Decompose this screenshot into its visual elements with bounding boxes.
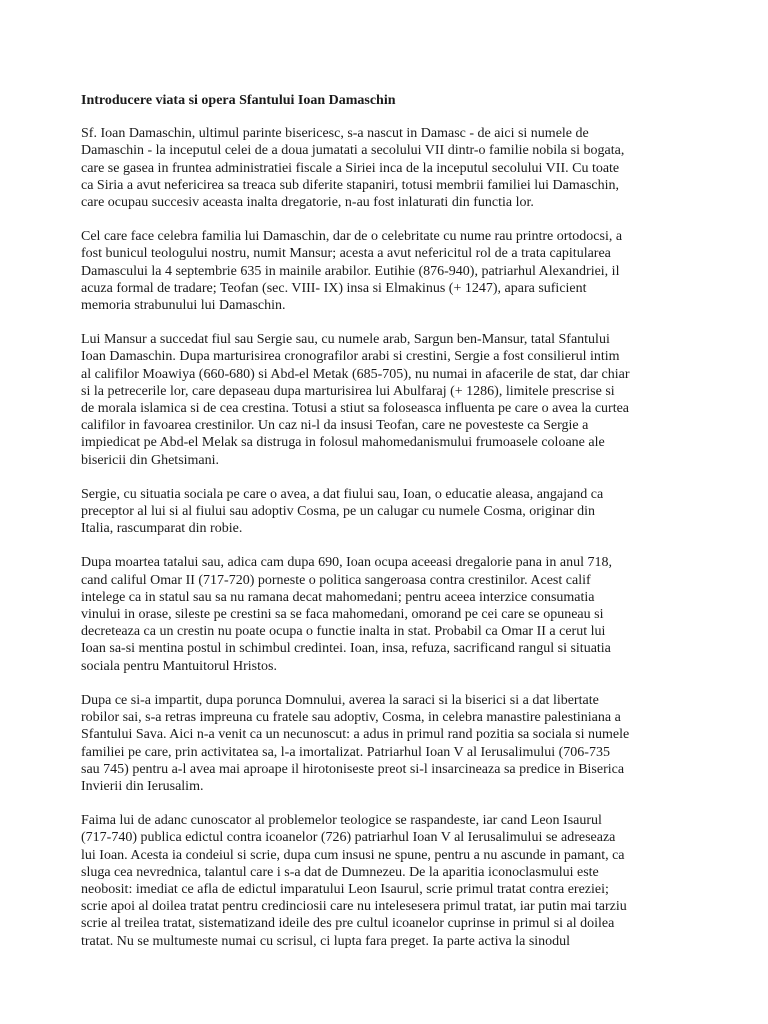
text-line: memoria strabunului lui Damaschin. [81, 298, 286, 314]
paragraph [81, 125, 701, 211]
text-line: Cel care face celebra familia lui Damaschin, dar de o celebritate cu nume rau printre ortodocsi, a [81, 229, 623, 245]
document-page [81, 92, 701, 967]
text-line: sluga cea nevrednica, talantul care i s-a dat de Dumnezeu. De la aparitia iconoclasmului este [81, 864, 599, 880]
text-line: Dupa ce si-a impartit, dupa porunca Domnului, averea la saraci si la biserici si a dat libertate [81, 692, 599, 708]
text-line: Invierii din Ierusalim. [81, 778, 204, 794]
paragraph [81, 812, 701, 950]
text-line: al califilor Moawiya (660-680) si Abd-el Metak (685-705), nu numai in afacerile de stat, dar chiar [81, 366, 630, 382]
paragraph [81, 228, 701, 314]
text-line: ca Siria a avut nefericirea sa treaca sub diferite stapaniri, totusi membrii familiei lui Damaschin, [81, 177, 620, 193]
text-line: bisericii din Ghetsimani. [81, 452, 220, 468]
text-line: tratat. Nu se multumeste numai cu scrisul, ci lupta fara preget. Ia parte activa la sinodul [81, 933, 571, 949]
text-line: lui Ioan. Acesta ia condeiul si scrie, dupa cum insusi ne spune, pentru a nu ascunde in pamant, ca [81, 847, 625, 863]
text-line: Ioan sa-si mentina postul in schimbul credintei. Ioan, insa, refuza, sacrificand rangul si situatia [81, 641, 611, 657]
text-line: care ocupau succesiv aceasta inalta dregatorie, n-au fost inlaturati din functia lor. [81, 195, 534, 211]
text-line: Lui Mansur a succedat fiul sau Sergie sau, cu numele arab, Sargun ben-Mansur, tatal Sfantului [81, 332, 610, 348]
text-line: scrie al treilea tratat, sistematizand ideile des pre cultul icoanelor cuprinse in primul si al doilea [81, 916, 615, 932]
paragraph [81, 554, 701, 674]
text-line: Damaschin - la inceputul celei de a doua jumatati a secolului VII dintr-o familie nobila si bogata, [81, 143, 625, 159]
text-line: si la petrecerile lor, care depaseau dupa marturisirea lui Abulfaraj (+ 1286), limitele prescrise si [81, 383, 615, 399]
text-line: neobosit: imediat ce afla de edictul imparatului Leon Isaurul, scrie primul tratat contra ereziei; [81, 881, 609, 897]
text-line: sau 745) pentru a-l avea mai aproape il hirotoniseste preot si-l insarcineaza sa predice in Biserica [81, 761, 625, 777]
text-line: robilor sai, s-a retras impreuna cu fratele sau adoptiv, Cosma, in celebra manastire palestiniana a [81, 710, 621, 726]
text-line: acuza formal de tradare; Teofan (sec. VIII- IX) insa si Elmakinus (+ 1247), apara suficient [81, 280, 587, 296]
text-line: Faima lui de adanc cunoscator al problemelor teologice se raspandeste, iar cand Leon Isaurul [81, 813, 602, 829]
paragraph [81, 331, 701, 469]
text-line: intelege ca in statul sau sa nu ramana decat mahomedani; pentru aceea interzice consumatia [81, 589, 595, 605]
text-line: Sfantului Sava. Aici n-a venit ca un necunoscut: a adus in primul rand pozitia sa sociala si numele [81, 727, 630, 743]
text-line: scrie apoi al doilea tratat pentru credinciosii care nu intelesesera primul tratat, iar putin mai tarziu [81, 899, 627, 915]
text-line: Dupa moartea tatalui sau, adica cam dupa 690, Ioan ocupa aceeasi dregalorie pana in anul 718, [81, 555, 612, 571]
text-line: fost bunicul teologului nostru, numit Mansur; acesta a avut nefericitul rol de a trata capitularea [81, 246, 611, 262]
text-line: Sergie, cu situatia sociala pe care o avea, a dat fiului sau, Ioan, o educatie aleasa, angajand ca [81, 486, 604, 502]
text-line: impiedicat pe Abd-el Melak sa distruga in folosul mahomedanismului frumoasele coloane ale [81, 435, 605, 451]
text-line: de morala islamica si de cea crestina. Totusi a stiut sa foloseasca influenta pe care o avea la curtea [81, 401, 630, 417]
text-line: sociala pentru Mantuitorul Hristos. [81, 658, 277, 674]
text-line: decreteaza ca un crestin nu poate ocupa o functie inalta in stat. Probabil ca Omar II a cerut lui [81, 624, 606, 640]
text-line: califilor in favoarea crestinilor. Un caz ni-l da insusi Teofan, care ne povesteste ca Sergie a [81, 418, 589, 434]
paragraph [81, 692, 701, 795]
document-title: Introducere viata si opera Sfantului Ioan Damaschin [81, 93, 396, 108]
text-line: Ioan Damaschin. Dupa marturisirea cronografilor arabi si crestini, Sergie a fost consilierul intim [81, 349, 620, 365]
text-line: Italia, rascumparat din robie. [81, 521, 243, 537]
text-line: vinului in orase, sileste pe crestini sa se faca mahomedani, omorand pe cei care se opuneau si [81, 607, 604, 623]
document-body [81, 125, 701, 950]
text-line: Damascului la 4 septembrie 635 in mainile arabilor. Eutihie (876-940), patriarhul Alexandriei, il [81, 263, 620, 279]
paragraph [81, 486, 701, 538]
text-line: Sf. Ioan Damaschin, ultimul parinte bisericesc, s-a nascut in Damasc - de aici si numele de [81, 126, 589, 142]
text-line: care se gasea in fruntea administratiei fiscale a Siriei inca de la inceputul secolului VII. Cu toate [81, 160, 620, 176]
text-line: (717-740) publica edictul contra icoanelor (726) patriarhul Ioan V al Ierusalimului se adreseaza [81, 830, 616, 846]
text-line: preceptor al lui si al fiului sau adoptiv Cosma, pe un calugar cu numele Cosma, originar din [81, 504, 595, 520]
text-line: familiei pe care, prin activitatea sa, l-a imortalizat. Patriarhul Ioan V al Ierusalimului (706-735 [81, 744, 610, 760]
text-line: cand califul Omar II (717-720) porneste o politica sangeroasa contra crestinilor. Acest calif [81, 572, 591, 588]
